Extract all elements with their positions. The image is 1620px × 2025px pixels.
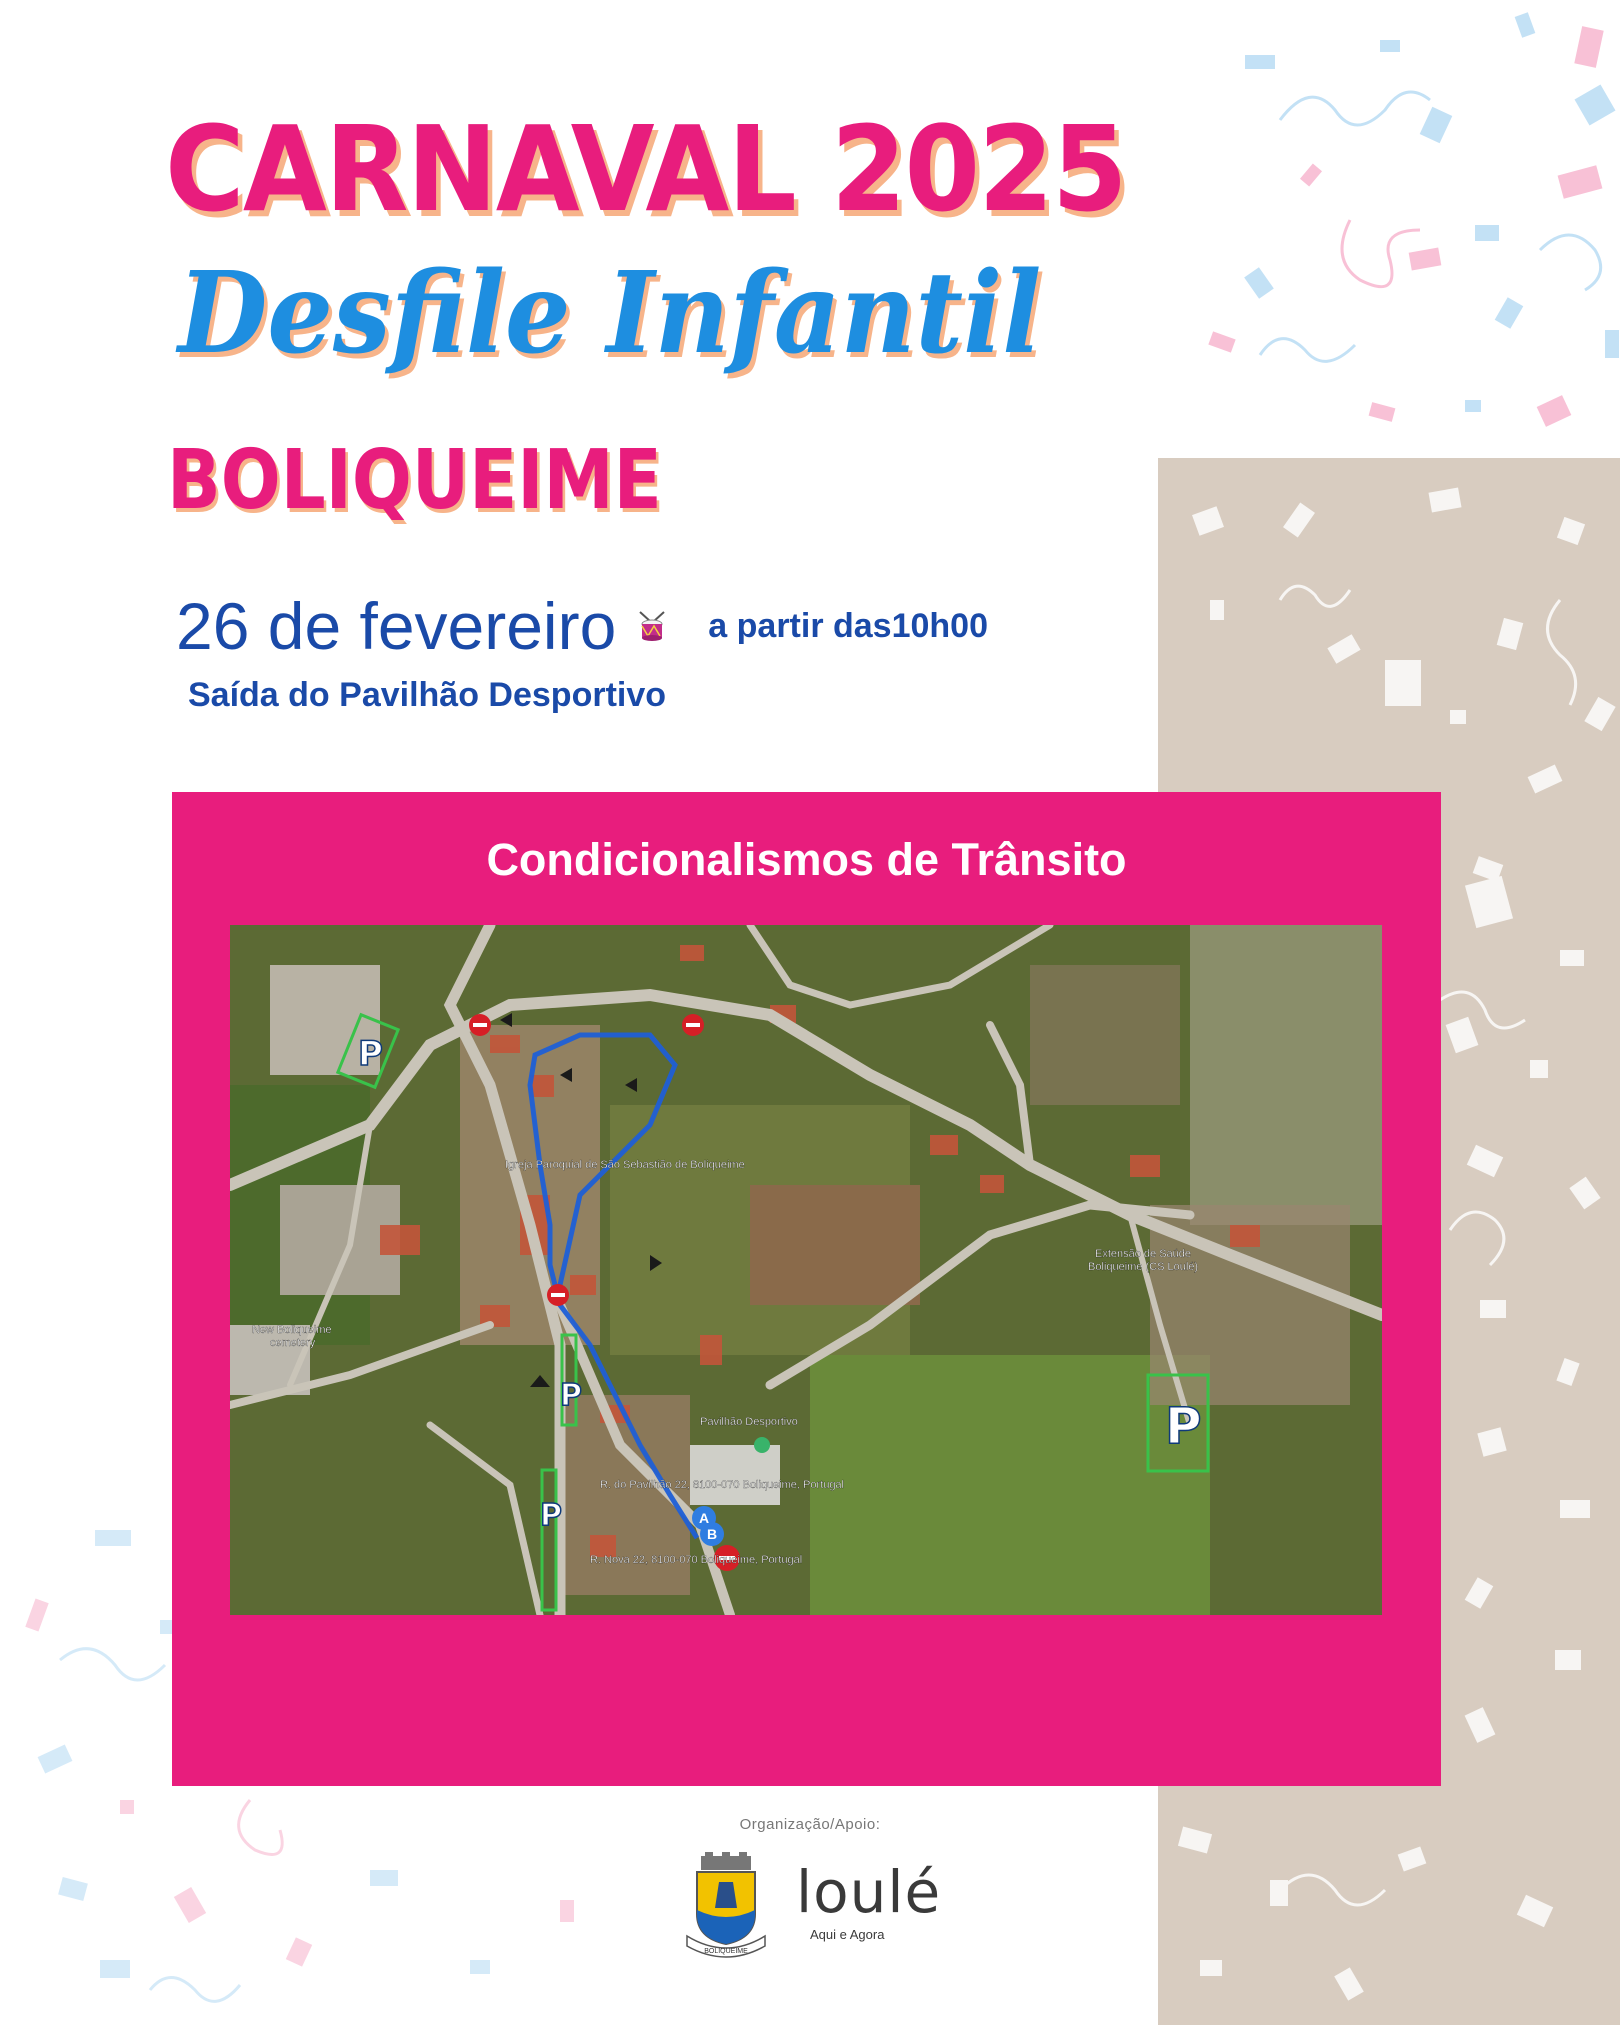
traffic-map-card xyxy=(172,792,1441,1786)
loule-logo-name: loulé xyxy=(796,1858,942,1926)
satellite-map-graphic xyxy=(230,925,1382,1615)
event-title: CARNAVAL 2025 xyxy=(165,100,1126,238)
church-label: Igreja Paroquial de São Sebastião de Boliqueime xyxy=(505,1159,745,1171)
loule-logo-tagline: Aqui e Agora xyxy=(810,1927,885,1942)
date-time-line xyxy=(176,588,988,664)
address-a-label: R. do Pavilhão 22, 8100-070 Boliqueime, Portugal xyxy=(600,1479,844,1491)
organization-label: Organização/Apoio: xyxy=(739,1816,881,1833)
start-point: Saída do Pavilhão Desportivo xyxy=(188,676,667,714)
drum-icon xyxy=(634,608,670,644)
health-center-label: Extensão de Saúde xyxy=(1095,1248,1192,1260)
parking-label: P xyxy=(358,1034,383,1074)
route-end-marker: B xyxy=(707,1526,718,1542)
event-time: a partir das10h00 xyxy=(708,606,988,645)
event-place: BOLIQUEIME xyxy=(167,433,662,528)
event-subtitle: Desfile Infantil xyxy=(178,248,1042,379)
boliqueime-crest-logo xyxy=(683,1852,769,1958)
parking-label: P xyxy=(1165,1397,1202,1455)
map-heading: Condicionalismos de Trânsito xyxy=(486,834,1127,885)
parking-label: P xyxy=(540,1498,562,1533)
route-start-marker: A xyxy=(699,1510,710,1526)
parking-label: P xyxy=(560,1378,582,1413)
loule-logo xyxy=(796,1858,942,1943)
event-date: 26 de fevereiro xyxy=(176,589,617,663)
health-center-label: Boliqueime (CS Loulé) xyxy=(1088,1261,1199,1273)
pavilion-label: Pavilhão Desportivo xyxy=(700,1416,798,1428)
cemetery-label: cemetery xyxy=(270,1337,316,1349)
cemetery-label: New Boliqueime xyxy=(252,1324,332,1336)
address-b-label: R. Nova 22, 8100-070 Boliqueime, Portugal xyxy=(590,1554,803,1566)
crest-text: BOLIQUEIME xyxy=(704,1948,748,1955)
satellite-map xyxy=(230,925,1382,1615)
